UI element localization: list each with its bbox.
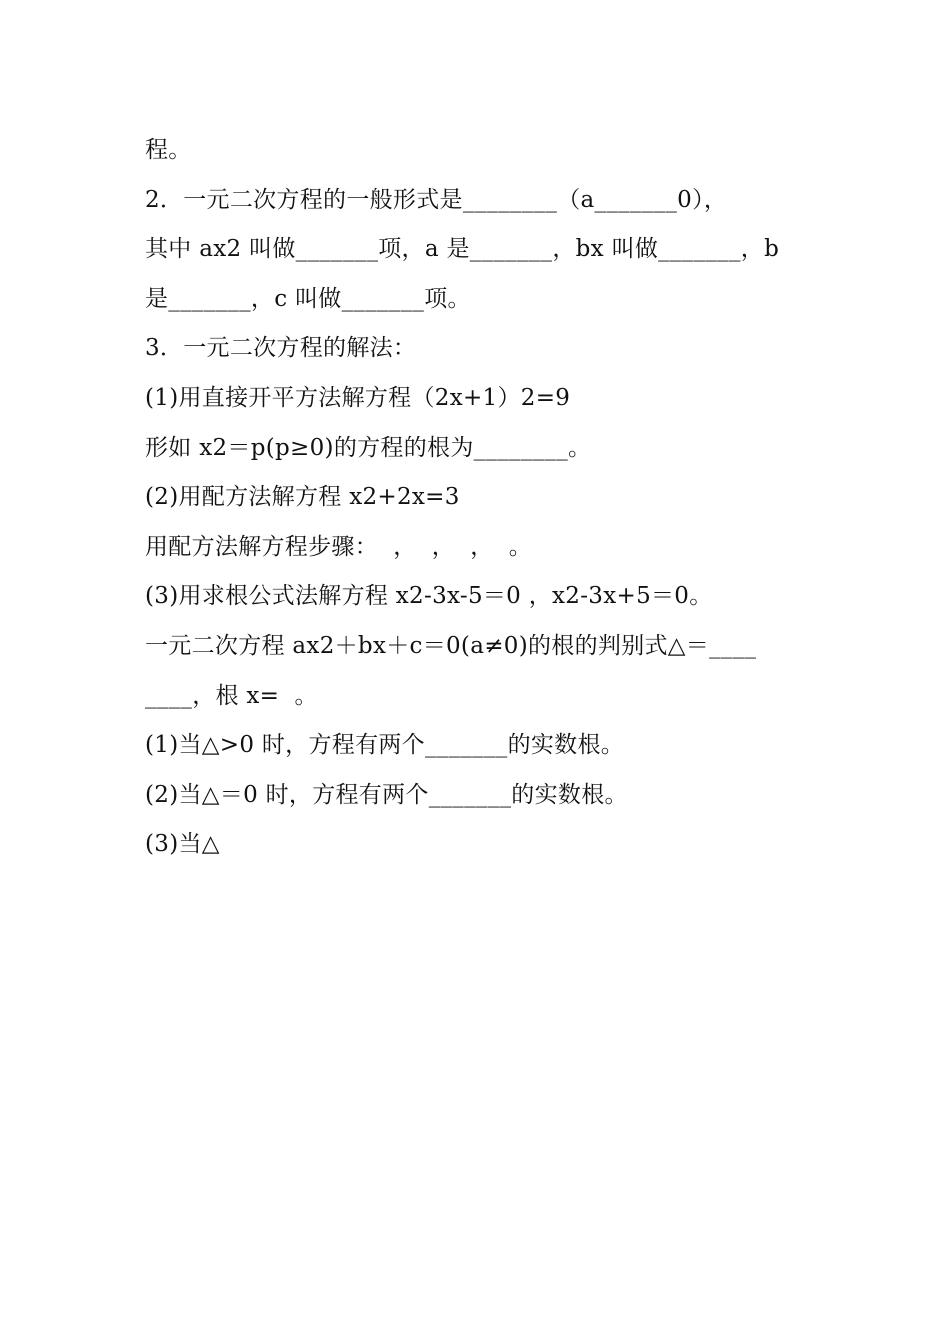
text-line-3: 其中 ax2 叫做_______项，a 是_______，bx 叫做_______，b — [145, 236, 780, 263]
text-line-9: 用配方法解方程步骤： ， ， ， 。 — [145, 533, 533, 560]
text-line-6: (1)用直接开平方法解方程（2x+1）2=9 — [145, 384, 571, 411]
text-line-13: (1)当△>0 时，方程有两个_______的实数根。 — [145, 732, 625, 759]
text-line-7: 形如 x2＝p(p≥0)的方程的根为________。 — [145, 434, 592, 461]
text-line-14: (2)当△＝0 时，方程有两个_______的实数根。 — [145, 781, 628, 808]
text-line-4: 是_______，c 叫做_______项。 — [145, 285, 471, 312]
document-text — [145, 126, 815, 870]
text-line-12: ____，根 x= 。 — [145, 682, 318, 709]
text-line-2: 2．一元二次方程的一般形式是________（a_______0）， — [145, 186, 728, 213]
text-line-11: 一元二次方程 ax2＋bx＋c＝0(a≠0)的根的判别式△＝____ — [145, 632, 757, 659]
text-line-10: (3)用求根公式法解方程 x2-3x-5＝0 ，x2-3x+5＝0。 — [145, 583, 713, 610]
text-line-1: 程。 — [145, 137, 192, 163]
text-line-15: (3)当△ — [145, 831, 220, 858]
text-line-5: 3．一元二次方程的解法： — [145, 335, 417, 362]
text-line-8: (2)用配方法解方程 x2+2x=3 — [145, 484, 460, 511]
